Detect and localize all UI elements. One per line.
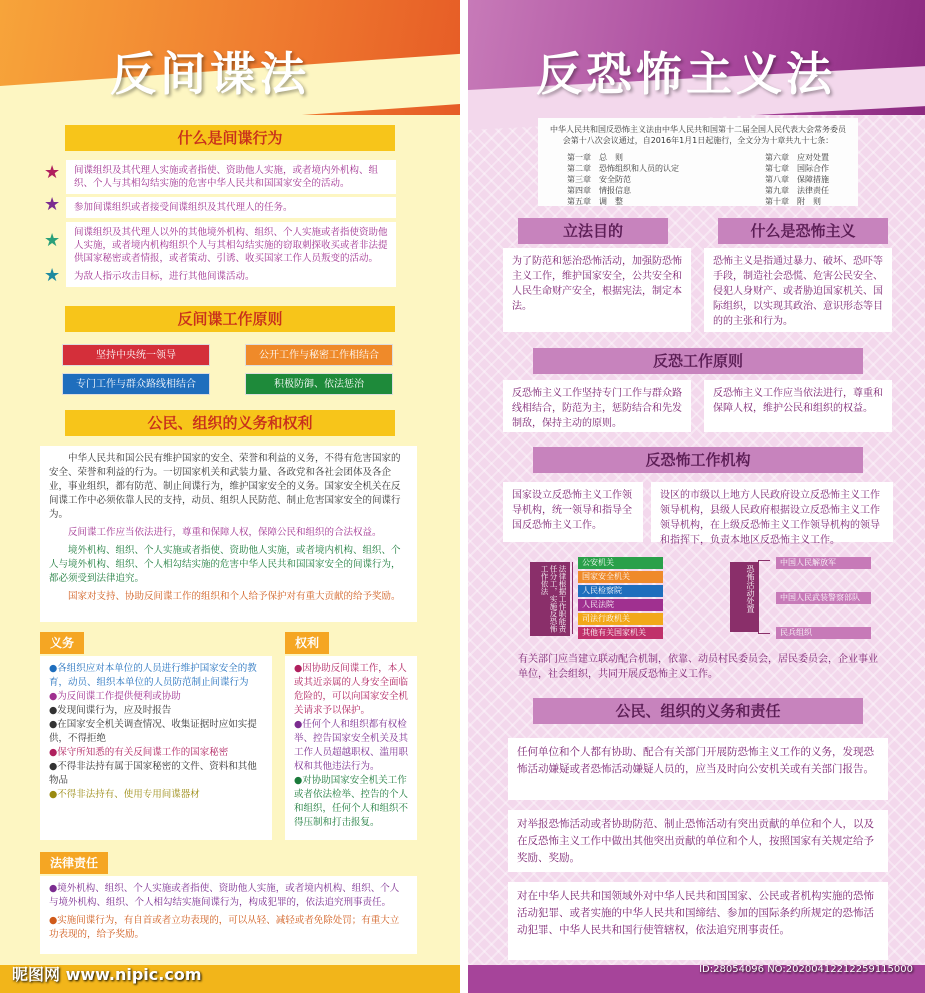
- org-item: 中国人民解放军: [776, 557, 871, 569]
- star-icon: ★: [44, 162, 61, 183]
- org-item: 司法行政机关: [578, 613, 663, 625]
- chapter-list-right: 第六章 应对处置 第七章 国际合作 第八章 保障措施 第九章 法律责任 第十章 附 则: [765, 153, 829, 206]
- org-item: 国家安全机关: [578, 571, 663, 583]
- right-poster: [468, 0, 925, 993]
- list-item: 间谍组织及其代理人实施或者指使、资助他人实施，或者境内外机构、组织、个人与其相勾结实施的危害中华人民共和国国家安全的活动。: [66, 160, 396, 194]
- star-icon: ★: [44, 194, 61, 215]
- image-id: ID:28054096 NO:20200412212259115000: [699, 964, 913, 975]
- star-icon: ★: [44, 265, 61, 286]
- left-poster: [0, 0, 460, 993]
- agency-text: 国家设立反恐怖主义工作领导机构，统一领导和指导全国反恐怖主义工作。: [503, 482, 643, 542]
- purpose-text: 为了防范和惩治恐怖活动，加强防恐怖主义工作，维护国家安全，公共安全和人民生命财产安全，根据宪法，制定本法。: [503, 248, 691, 332]
- law-text: ●境外机构、组织、个人实施或者指使、资助他人实施，或者境内机构、组织、个人与境外机构、组织、个人相勾结实施间谍行为，构成犯罪的，依法追究刑事责任。 ●实施间谍行为，有自首或者立功表现的，可以从轻、减轻或者免除处罚；有重大立功表现的，给予奖励。: [40, 876, 417, 954]
- list-item: 为敌人指示攻击目标，进行其他间谍活动。: [66, 266, 396, 287]
- section-header: 什么是间谍行为: [65, 125, 395, 151]
- section-header: 公民、组织的义务和责任: [533, 698, 863, 724]
- list-item: 参加间谍组织或者接受间谍组织及其代理人的任务。: [66, 197, 396, 218]
- right-title: 反恐怖主义法: [536, 47, 836, 101]
- duty-text: 对举报恐怖活动或者协助防范、制止恐怖活动有突出贡献的单位和个人，以及在反恐怖主义工作中做出其他突出贡献的单位和个人，按照国家有关规定给予奖励、奖励。: [508, 810, 888, 872]
- list-item: 间谍组织及其代理人以外的其他境外机构、组织、个人实施或者指使资助他人实施，或者境内机构组织个人与其相勾结实施的窃取刺探收买或者非法提供国家秘密或者情报，或者策动、引诱、收买国家工作人员叛变的活动。: [66, 222, 396, 269]
- rights-header: 权利: [285, 632, 329, 654]
- left-title: 反间谍法: [110, 47, 310, 101]
- rights-duties-text: 中华人民共和国公民有维护国家的安全、荣誉和利益的义务，不得有危害国家的安全、荣誉和利益的行为。一切国家机关和武装力量、各政党和各社会团体及各企业，事业组织，都有防范、制止间谍行为，维护国家安全的义务。国家安全机关在反间谍工作中必须依靠人民的支持，动员、组织人民防范、制止危害国家安全的间谍行为。 反间谍工作应当依法进行，尊重和保障人权，保障公民和组织的合法权益。 境外机构、组织、个人实施或者指使、资助他人实施，或者境内机构、组织、个人与境外机构、组织、个人相勾结实施的危害中华人民共和国国家安全的间谍行为，都必须受到法律追究。 国家对支持、协助反间谍工作的组织和个人给予保护对有重大贡献的给予奖励。: [40, 446, 417, 622]
- principle-tag: 专门工作与群众路线相结合: [62, 373, 210, 395]
- org-item: 公安机关: [578, 557, 663, 569]
- org-law-box: 法律根据工作职能责任分工，实施反恐怖工作依法: [530, 562, 570, 636]
- principle-text: 反恐怖主义工作应当依法进行，尊重和保障人权，维护公民和组织的权益。: [704, 380, 892, 432]
- duty-list: ●各组织应对本单位的人员进行维护国家安全的教育，动员、组织本单位的人员防范制止间谍行为 ●为反间谍工作提供便利或协助 ●发现间谍行为，应及时报告 ●在国家安全机关调查情况、收集证据时应如实提供，不得拒绝 ●保守所知悉的有关反间谍工作的国家秘密 ●不得非法持有属于国家秘密的文件、资料和其他物品 ●不得非法持有、使用专用间谍器材: [40, 656, 272, 840]
- section-header: 反恐工作原则: [533, 348, 863, 374]
- principle-tag: 公开工作与秘密工作相结合: [245, 344, 393, 366]
- star-icon: ★: [44, 230, 61, 251]
- principle-text: 反恐怖主义工作坚持专门工作与群众路线相结合，防范为主，惩防结合和先发制敌，保持主动的原则。: [503, 380, 691, 432]
- section-header: 立法目的: [518, 218, 668, 244]
- org-item: 人民检察院: [578, 585, 663, 597]
- law-intro-card: 中华人民共和国反恐怖主义法由中华人民共和国第十二届全国人民代表大会常务委员会第十八次会议通过，自2016年1月1日起施行，全文分为十章共九十七条： 第一章 总 则 第二章 恐怖组织和人员的认定 第三章 安全防范 第四章 情报信息 第五章 调 整 第六章 应对处置 第七章 国际合作 第八章 保障措施 第九章 法律责任 第十章 附 则: [538, 118, 858, 206]
- section-header: 公民、组织的义务和权利: [65, 410, 395, 436]
- org-response-box: 恐怖活动处置: [730, 562, 758, 632]
- org-item: 中国人民武装警察部队: [776, 592, 871, 604]
- law-header: 法律责任: [40, 852, 108, 874]
- section-header: 反恐怖工作机构: [533, 447, 863, 473]
- coordination-text: 有关部门应当建立联动配合机制，依靠、动员村民委员会，居民委员会，企业事业单位，社会组织，共同开展反恐怖主义工作。: [518, 654, 878, 680]
- rights-list: ●因协助反间谍工作，本人或其近亲属的人身安全面临危险的，可以向国家安全机关请求予以保护。 ●任何个人和组织都有权检举、控告国家安全机关及其工作人员超越职权、滥用职权和其他违法行为。 ●对协助国家安全机关工作或者依法检举、控告的个人和组织，任何个人和组织不得压制和打击报复。: [285, 656, 417, 840]
- principle-tag: 积极防御、依法惩治: [245, 373, 393, 395]
- section-header: 什么是恐怖主义: [718, 218, 888, 244]
- chapter-list-left: 第一章 总 则 第二章 恐怖组织和人员的认定 第三章 安全防范 第四章 情报信息 第五章 调 整: [567, 153, 679, 206]
- org-item: 其他有关国家机关: [578, 627, 663, 639]
- duty-text: 对在中华人民共和国领域外对中华人民共和国国家、公民或者机构实施的恐怖活动犯罪、或者实施的中华人民共和国缔结、参加的国际条约所规定的恐怖活动犯罪、中华人民共和国行使管辖权，依法追究刑事责任。: [508, 882, 888, 960]
- definition-text: 恐怖主义是指通过暴力、破坏、恐吓等手段，制造社会恐慌、危害公民安全、侵犯人身财产、或者胁迫国家机关、国际组织，以实现其政治、意识形态等目的的主张和行为。: [704, 248, 892, 332]
- divider: [460, 0, 468, 993]
- principle-tag: 坚持中央统一领导: [62, 344, 210, 366]
- org-item: 民兵组织: [776, 627, 871, 639]
- org-item: 人民法院: [578, 599, 663, 611]
- agency-text: 设区的市级以上地方人民政府设立反恐怖主义工作领导机构，县级人民政府根据设立反恐怖主义工作领导机构，在上级反恐怖主义工作领导机构的领导和指挥下，负责本地区反恐怖主义工作。: [651, 482, 893, 542]
- duty-header: 义务: [40, 632, 84, 654]
- duty-text: 任何单位和个人都有协助、配合有关部门开展防恐怖主义工作的义务，发现恐怖活动嫌疑或者恐怖活动嫌疑人员的，应当及时向公安机关或有关部门报告。: [508, 738, 888, 800]
- watermark: 昵图网 www.nipic.com: [12, 965, 202, 984]
- section-header: 反间谍工作原则: [65, 306, 395, 332]
